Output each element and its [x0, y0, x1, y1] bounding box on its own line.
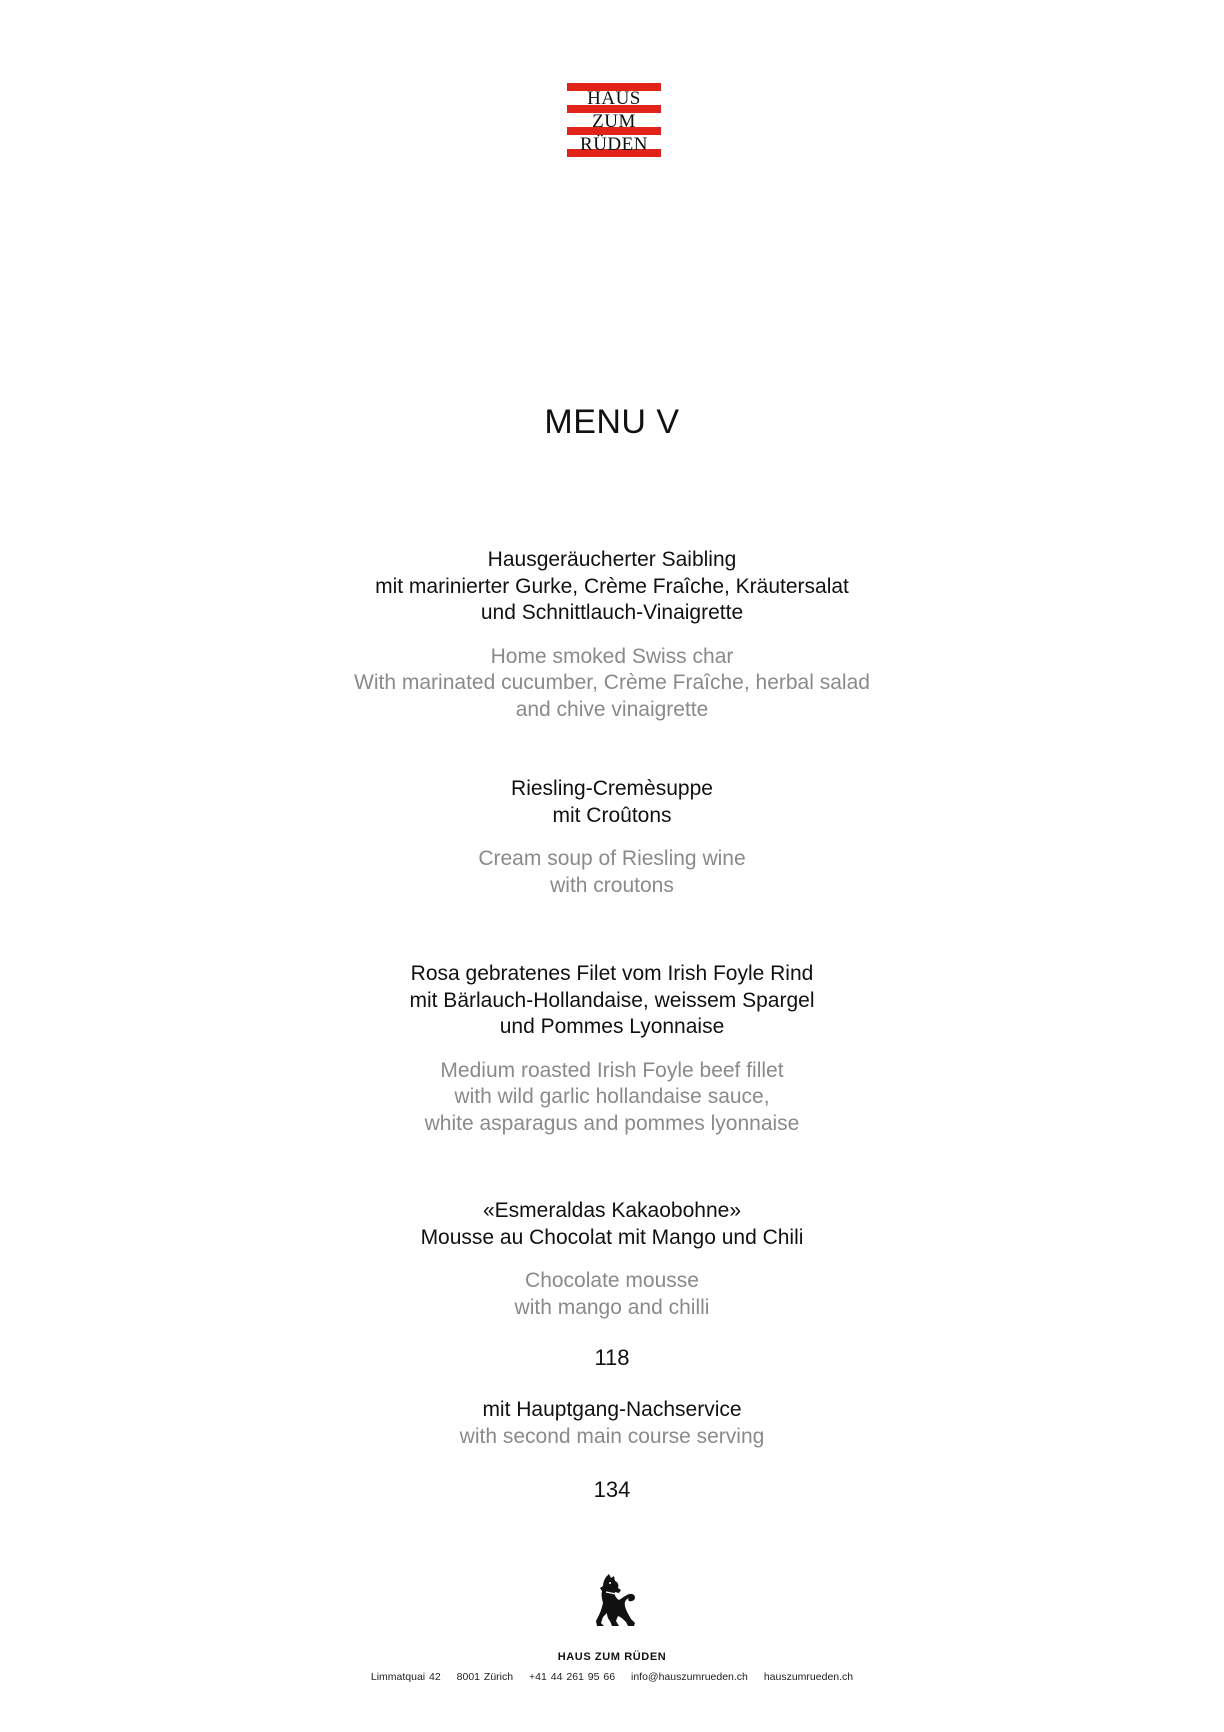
course-line: with mango and chilli — [514, 1295, 710, 1319]
course-line: und Schnittlauch-Vinaigrette — [480, 601, 744, 624]
course-description-en — [0, 644, 1224, 724]
restaurant-logo — [567, 83, 661, 169]
dog-mascot-icon — [588, 1573, 638, 1631]
course-line: mit marinierter Gurke, Crème Fraîche, Kräutersalat — [375, 574, 849, 598]
menu-title: MENU V — [544, 403, 680, 441]
course-description-de — [0, 1198, 1224, 1251]
course-line: with croutons — [550, 873, 674, 897]
course-line: und Pommes Lyonnaise — [499, 1015, 725, 1038]
course-line: with wild garlic hollandaise sauce, — [454, 1085, 770, 1108]
course-description-de — [0, 776, 1224, 829]
course-line: Riesling-Cremèsuppe — [511, 777, 713, 800]
course-line: white asparagus and pommes lyonnaise — [424, 1111, 800, 1135]
footer-phone: +41 44 261 95 66 — [529, 1671, 616, 1683]
extra-price: 134 — [593, 1477, 631, 1502]
course-line: mit Croûtons — [552, 803, 672, 827]
course-line: mit Bärlauch-Hollandaise, weissem Spargel — [409, 988, 815, 1012]
course-description-en — [0, 1058, 1224, 1138]
course-line: and chive vinaigrette — [515, 697, 709, 721]
course-description-de — [0, 961, 1224, 1041]
menu-courses — [0, 547, 1224, 1503]
footer-website[interactable]: hauszumrueden.ch — [763, 1671, 854, 1683]
logo-word-3: RÜDEN — [580, 134, 648, 155]
course-line: Medium roasted Irish Foyle beef fillet — [440, 1058, 784, 1082]
logo-word-1: HAUS — [587, 88, 641, 109]
extra-option-en: with second main course serving — [459, 1424, 765, 1448]
footer-contact — [0, 1671, 1224, 1683]
course-line: Hausgeräucherter Saibling — [487, 548, 737, 571]
course-line: Cream soup of Riesling wine — [478, 847, 746, 870]
course-description-de — [0, 547, 1224, 627]
course-dessert — [0, 1198, 1224, 1321]
course-line: «Esmeraldas Kakaobohne» — [482, 1199, 741, 1222]
course-soup — [0, 776, 1224, 899]
course-description-en — [0, 846, 1224, 899]
course-line: Home smoked Swiss char — [490, 644, 734, 668]
logo-word-2: ZUM — [592, 111, 636, 132]
footer-city: 8001 Zürich — [456, 1671, 514, 1683]
course-description-en — [0, 1268, 1224, 1321]
footer-email[interactable]: info@hauszumrueden.ch — [631, 1671, 748, 1683]
course-line: Chocolate mousse — [525, 1269, 699, 1292]
course-main — [0, 961, 1224, 1137]
menu-price: 118 — [594, 1345, 630, 1370]
footer-restaurant-name: HAUS ZUM RÜDEN — [557, 1651, 667, 1663]
course-line: Rosa gebratenes Filet vom Irish Foyle Rind — [410, 962, 814, 985]
extra-option-de: mit Hauptgang-Nachservice — [482, 1398, 742, 1421]
course-line: Mousse au Chocolat mit Mango und Chili — [420, 1225, 804, 1249]
course-starter — [0, 547, 1224, 723]
course-line: With marinated cucumber, Crème Fraîche, herbal salad — [354, 671, 870, 694]
footer-address: Limmatquai 42 — [370, 1671, 441, 1683]
